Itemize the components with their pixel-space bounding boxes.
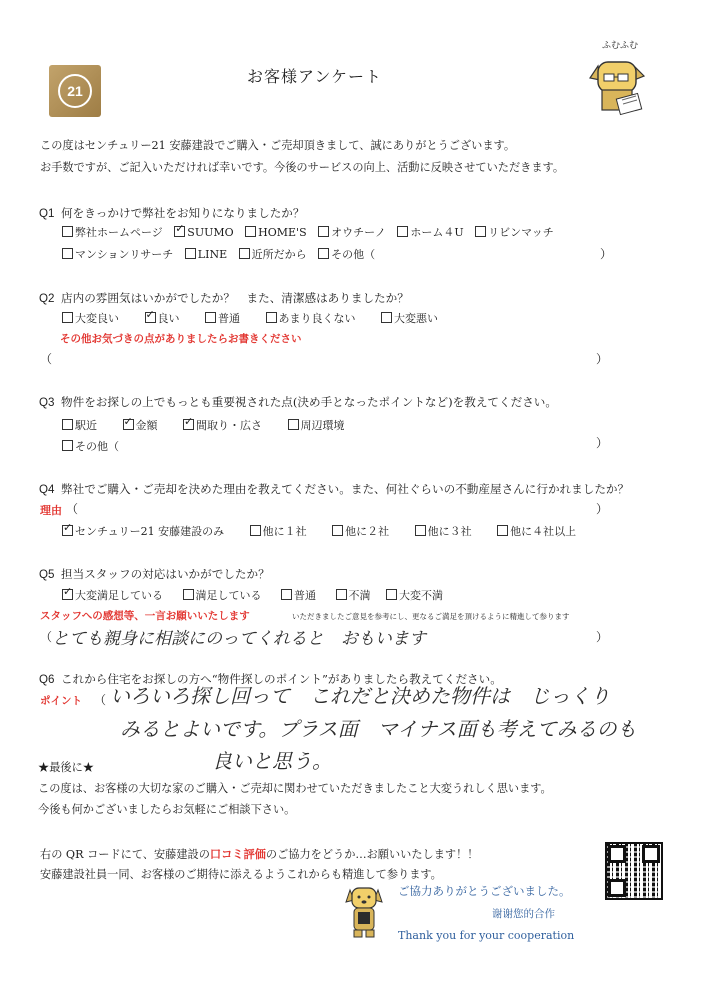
q5-option-satisfied[interactable]: 満足している	[183, 587, 262, 603]
checkbox[interactable]	[386, 589, 397, 600]
intro-line-2: お手数ですが、ご記入いただければ幸いです。今後のサービスの向上、活動に反映させていただきます。	[40, 161, 565, 174]
checkbox[interactable]	[281, 589, 292, 600]
checkbox[interactable]	[62, 248, 73, 259]
closing-heading: ★最後に★	[38, 761, 94, 774]
q4-question	[39, 481, 629, 497]
q4-reason-label: 理由	[40, 504, 62, 517]
q6-handwritten-line-3: 良いと思う。	[212, 749, 332, 773]
q1-close-paren: ）	[600, 247, 613, 261]
q1-question	[39, 205, 304, 221]
q2-option-very-good[interactable]: 大変良い	[62, 310, 119, 326]
q5-text: 担当スタッフの対応はいかがでしたか？	[61, 567, 270, 581]
q2-options	[62, 310, 446, 326]
century21-logo	[49, 65, 101, 117]
checkbox[interactable]	[62, 440, 73, 451]
checkbox[interactable]	[245, 226, 256, 237]
q6-point-label: ポイント	[40, 695, 82, 707]
qr-finder-top-left	[608, 845, 626, 863]
q1-option-rivinmatch[interactable]: リビンマッチ	[475, 224, 554, 240]
q3-options	[62, 417, 353, 433]
q5-open-paren: （	[40, 630, 53, 644]
q1-option-suumo[interactable]: ✓ SUUMO	[174, 226, 233, 239]
q5-option-very-unsatisfied[interactable]: 大変不満	[386, 587, 443, 603]
mascot-caption: ふむふむ	[602, 41, 639, 51]
checkbox[interactable]	[266, 312, 277, 323]
q3-close-paren: ）	[596, 436, 609, 450]
q2-text: 店内の雰囲気はいかがでしたか？ また、清潔感はありましたか？	[61, 291, 409, 305]
q4-option-three-other[interactable]: 他に３社	[415, 523, 472, 539]
checkbox[interactable]	[183, 589, 194, 600]
q5-number: Q5	[39, 568, 55, 581]
qr-finder-top-right	[642, 845, 660, 863]
q4-open-paren: （	[66, 502, 79, 516]
thanks-japanese: ご協力ありがとうございました。	[398, 884, 571, 898]
q1-option-ouchino[interactable]: オウチーノ	[318, 224, 386, 240]
dog-icon	[344, 884, 384, 940]
q5-note: いただきましたご意見を参考にし、更なるご満足を頂けるように精進して参ります	[292, 612, 570, 621]
q4-option-four-plus[interactable]: 他に４社以上	[497, 523, 576, 539]
q2-number: Q2	[39, 292, 55, 305]
checkbox[interactable]	[336, 589, 347, 600]
qr-finder-bottom-left	[608, 879, 626, 897]
q5-question	[39, 566, 270, 582]
q2-option-good[interactable]: ✓ 良い	[145, 310, 180, 326]
q4-option-one-other[interactable]: 他に１社	[250, 523, 307, 539]
checkbox-checked[interactable]	[145, 312, 156, 323]
qr-request-line: 右の QR コードにて、安藤建設の口コミ評価のご協力をどうか…お願いいたします！！	[40, 848, 479, 861]
checkbox-checked[interactable]	[62, 525, 73, 536]
q3-option-layout[interactable]: ✓ 間取り・広さ	[183, 417, 262, 433]
q5-option-normal[interactable]: 普通	[281, 587, 316, 603]
q5-options	[62, 587, 451, 603]
checkbox[interactable]	[185, 248, 196, 259]
q2-open-paren: （	[40, 352, 53, 366]
checkbox[interactable]	[497, 525, 508, 536]
page-title: お客様アンケート	[247, 67, 383, 86]
checkbox-checked[interactable]	[123, 419, 134, 430]
checkbox[interactable]	[415, 525, 426, 536]
q3-option-other[interactable]: その他（	[62, 438, 119, 454]
checkbox[interactable]	[318, 226, 329, 237]
checkbox[interactable]	[332, 525, 343, 536]
q2-close-paren: ）	[596, 352, 609, 366]
q2-option-normal[interactable]: 普通	[205, 310, 240, 326]
q1-text: 何をきっかけで弊社をお知りになりましたか？	[61, 206, 305, 220]
q6-number: Q6	[39, 673, 55, 686]
checkbox[interactable]	[250, 525, 261, 536]
dog-mascot	[344, 884, 384, 940]
q2-question	[39, 290, 409, 306]
q4-text: 弊社でご購入・ご売却を決めた理由を教えてください。また、何社ぐらいの不動産屋さんに行かれましたか？	[61, 482, 630, 496]
thanks-chinese: 谢谢您的合作	[492, 908, 555, 920]
q2-option-very-bad[interactable]: 大変悪い	[381, 310, 438, 326]
checkbox[interactable]	[475, 226, 486, 237]
checkbox[interactable]	[62, 312, 73, 323]
q1-option-home4u[interactable]: ホーム４U	[397, 224, 463, 240]
q3-text: 物件をお探しの上でもっとも重要視された点(決め手となったポイントなど)を教えてください。	[61, 395, 557, 409]
q1-option-mansion-research[interactable]: マンションリサーチ	[62, 246, 173, 262]
closing-line-2: 今後も何かございましたらお気軽にご相談下さい。	[38, 803, 296, 816]
q4-option-only-us[interactable]: ✓センチュリー21 安藤建設のみ	[62, 523, 224, 539]
checkbox-checked[interactable]	[62, 589, 73, 600]
closing-line-1: この度は、お客様の大切な家のご購入・ご売却に関わせていただきましたこと大変うれしく思います。	[38, 782, 552, 795]
checkbox[interactable]	[381, 312, 392, 323]
q1-option-homes[interactable]: HOME'S	[245, 226, 306, 239]
logo-text: 21	[58, 74, 92, 108]
checkbox[interactable]	[239, 248, 250, 259]
q4-options	[62, 523, 584, 539]
checkbox[interactable]	[62, 419, 73, 430]
checkbox[interactable]	[62, 226, 73, 237]
q5-option-unsatisfied[interactable]: 不満	[336, 587, 371, 603]
checkbox-checked[interactable]	[174, 226, 185, 237]
q3-question	[39, 394, 557, 410]
q4-option-two-other[interactable]: 他に２社	[332, 523, 389, 539]
q1-options-row2	[62, 246, 383, 262]
thanks-english: Thank you for your cooperation	[398, 929, 575, 942]
q1-option-homepage[interactable]: 弊社ホームページ	[62, 224, 163, 240]
checkbox-checked[interactable]	[183, 419, 194, 430]
q3-number: Q3	[39, 396, 55, 409]
q4-number: Q4	[39, 483, 55, 496]
q2-prompt: その他お気づきの点がありましたらお書きください	[60, 333, 302, 345]
q1-options-row1	[62, 224, 562, 240]
q4-close-paren: ）	[596, 502, 609, 516]
qr-code[interactable]	[605, 842, 663, 900]
q1-option-line[interactable]: LINE	[185, 248, 227, 261]
q2-option-not-good[interactable]: あまり良くない	[266, 310, 356, 326]
q6-handwritten-line-2: みるとよいです。プラス面 マイナス面も考えてみるのも	[120, 717, 637, 741]
q3-option-price[interactable]: ✓ 金額	[123, 417, 158, 433]
q5-option-very-satisfied[interactable]: ✓大変満足している	[62, 587, 163, 603]
checkbox[interactable]	[318, 248, 329, 259]
intro-line-1: この度はセンチュリー21 安藤建設でご購入・ご売却頂きまして、誠にありがとうございます。	[40, 139, 516, 152]
dog-icon	[580, 48, 660, 118]
q3-option-environment[interactable]: 周辺環境	[288, 417, 345, 433]
q1-option-other[interactable]: その他（	[318, 246, 375, 262]
q5-prompt: スタッフへの感想等、一言お願いいたします	[40, 610, 250, 622]
checkbox[interactable]	[288, 419, 299, 430]
q3-option-station[interactable]: 駅近	[62, 417, 97, 433]
q6-text: これから住宅をお探しの方へ“物件探しのポイント”がありましたら教えてください。	[61, 672, 502, 686]
reading-dog-mascot	[580, 38, 660, 118]
q6-open-paren: （	[94, 693, 107, 707]
checkbox[interactable]	[205, 312, 216, 323]
q5-close-paren: ）	[596, 630, 609, 644]
q5-handwritten-answer: とても親身に相談にのってくれると おもいます	[52, 629, 426, 649]
staff-line: 安藤建設社員一同、お客様のご期待に添えるようこれからも精進して参ります。	[40, 868, 442, 881]
q6-handwritten-line-1: いろいろ探し回って これだと決めた物件は じっくり	[110, 684, 610, 708]
q1-number: Q1	[39, 207, 55, 220]
checkbox[interactable]	[397, 226, 408, 237]
review-highlight: 口コミ評価	[209, 848, 266, 861]
q1-option-nearby[interactable]: 近所だから	[239, 246, 307, 262]
